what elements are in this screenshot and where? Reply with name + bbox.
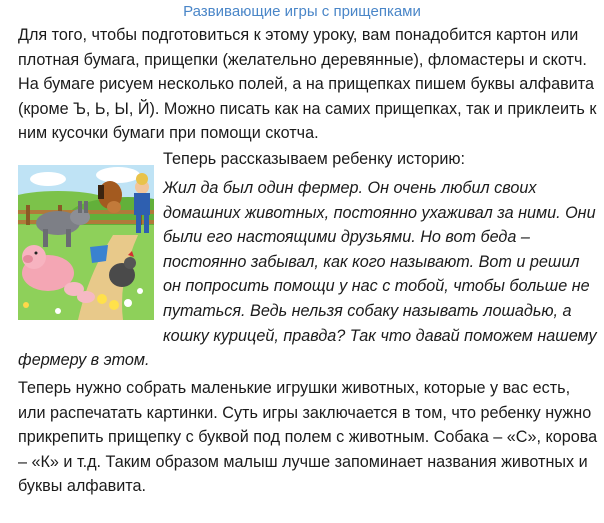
story-text: Жил да был один фермер. Он очень любил своих домашних животных, постоянно ухаживал за ними. Они были его настоящими друзьями. Но вот беда – постоянно забывал, как кого называют. Вот и решил он попросить помощи у нас с тобой, чтобы больше не путаться. Ведь нельзя собаку называть лошадью, а кошку курицей, правда? Так что давай поможем нашему фермеру в этом. bbox=[18, 179, 597, 370]
story-intro: Теперь рассказываем ребенку историю: bbox=[163, 150, 466, 168]
intro-paragraph: Для того, чтобы подготовиться к этому уроку, вам понадобится картон или плотная бумага, прищепки (желательно деревянные), фломастеры и скотч. На бумаге рисуем несколько полей, а на прищепках пишем буквы алфавита (кроме Ъ, Ь, Ы, Й). Можно писать как на самих прищепках, так и приклеить к ним кусочки бумаги при помощи скотча. bbox=[18, 26, 597, 143]
illustration-spacer bbox=[18, 176, 163, 344]
story-text-block bbox=[18, 176, 600, 373]
article-title: Развивающие игры с прищепками bbox=[183, 3, 421, 20]
instructions-paragraph: Теперь нужно собрать маленькие игрушки животных, которые у вас есть, или распечатать картинки. Суть игры заключается в том, что ребенку нужно прикрепить прищепку с буквой под полем с животным. Собака – «С», корова – «К» и т.д. Таким образом малыш лучше запоминает названия животных и буквы алфавита. bbox=[18, 379, 598, 496]
